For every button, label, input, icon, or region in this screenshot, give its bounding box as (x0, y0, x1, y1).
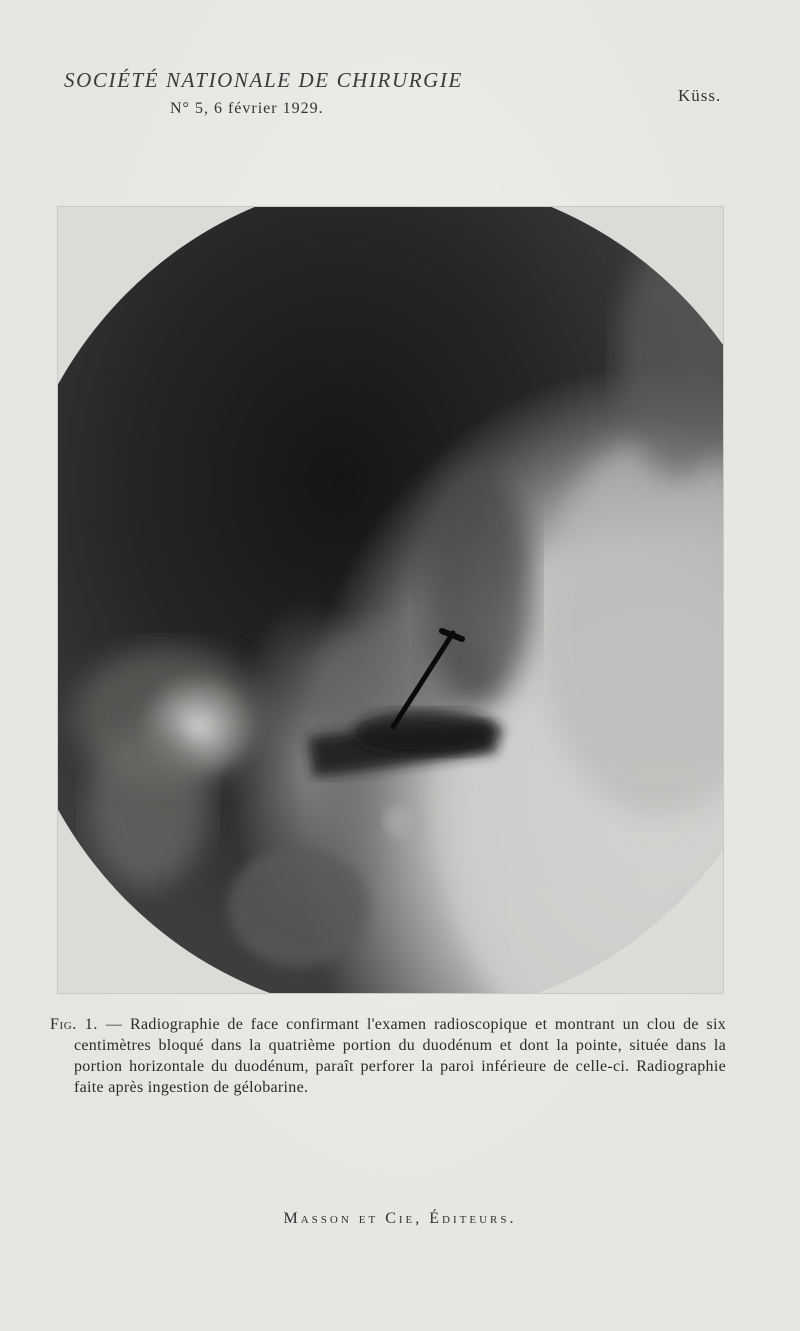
radiograph-image (58, 207, 723, 993)
figure-label: Fig. 1. — (50, 1016, 123, 1033)
issue-date: N° 5, 6 février 1929. (170, 100, 324, 117)
journal-title: SOCIÉTÉ NATIONALE DE CHIRURGIE (64, 68, 463, 92)
radiograph-figure (57, 206, 724, 994)
figure-caption (50, 1014, 726, 1098)
author-name: Küss. (678, 86, 722, 105)
caption-text: Radiographie de face confirmant l'examen radioscopique et montrant un clou de six centimètres bloqué dans la quatrième portion du duodénum et dont la pointe, située dans la portion horizontale du duodénum, paraît perforer la paroi inférieure de celle-ci. Radiographie faite après ingestion de gélobarine. (74, 1016, 726, 1096)
publisher-line: Masson et Cie, Éditeurs. (283, 1210, 517, 1227)
